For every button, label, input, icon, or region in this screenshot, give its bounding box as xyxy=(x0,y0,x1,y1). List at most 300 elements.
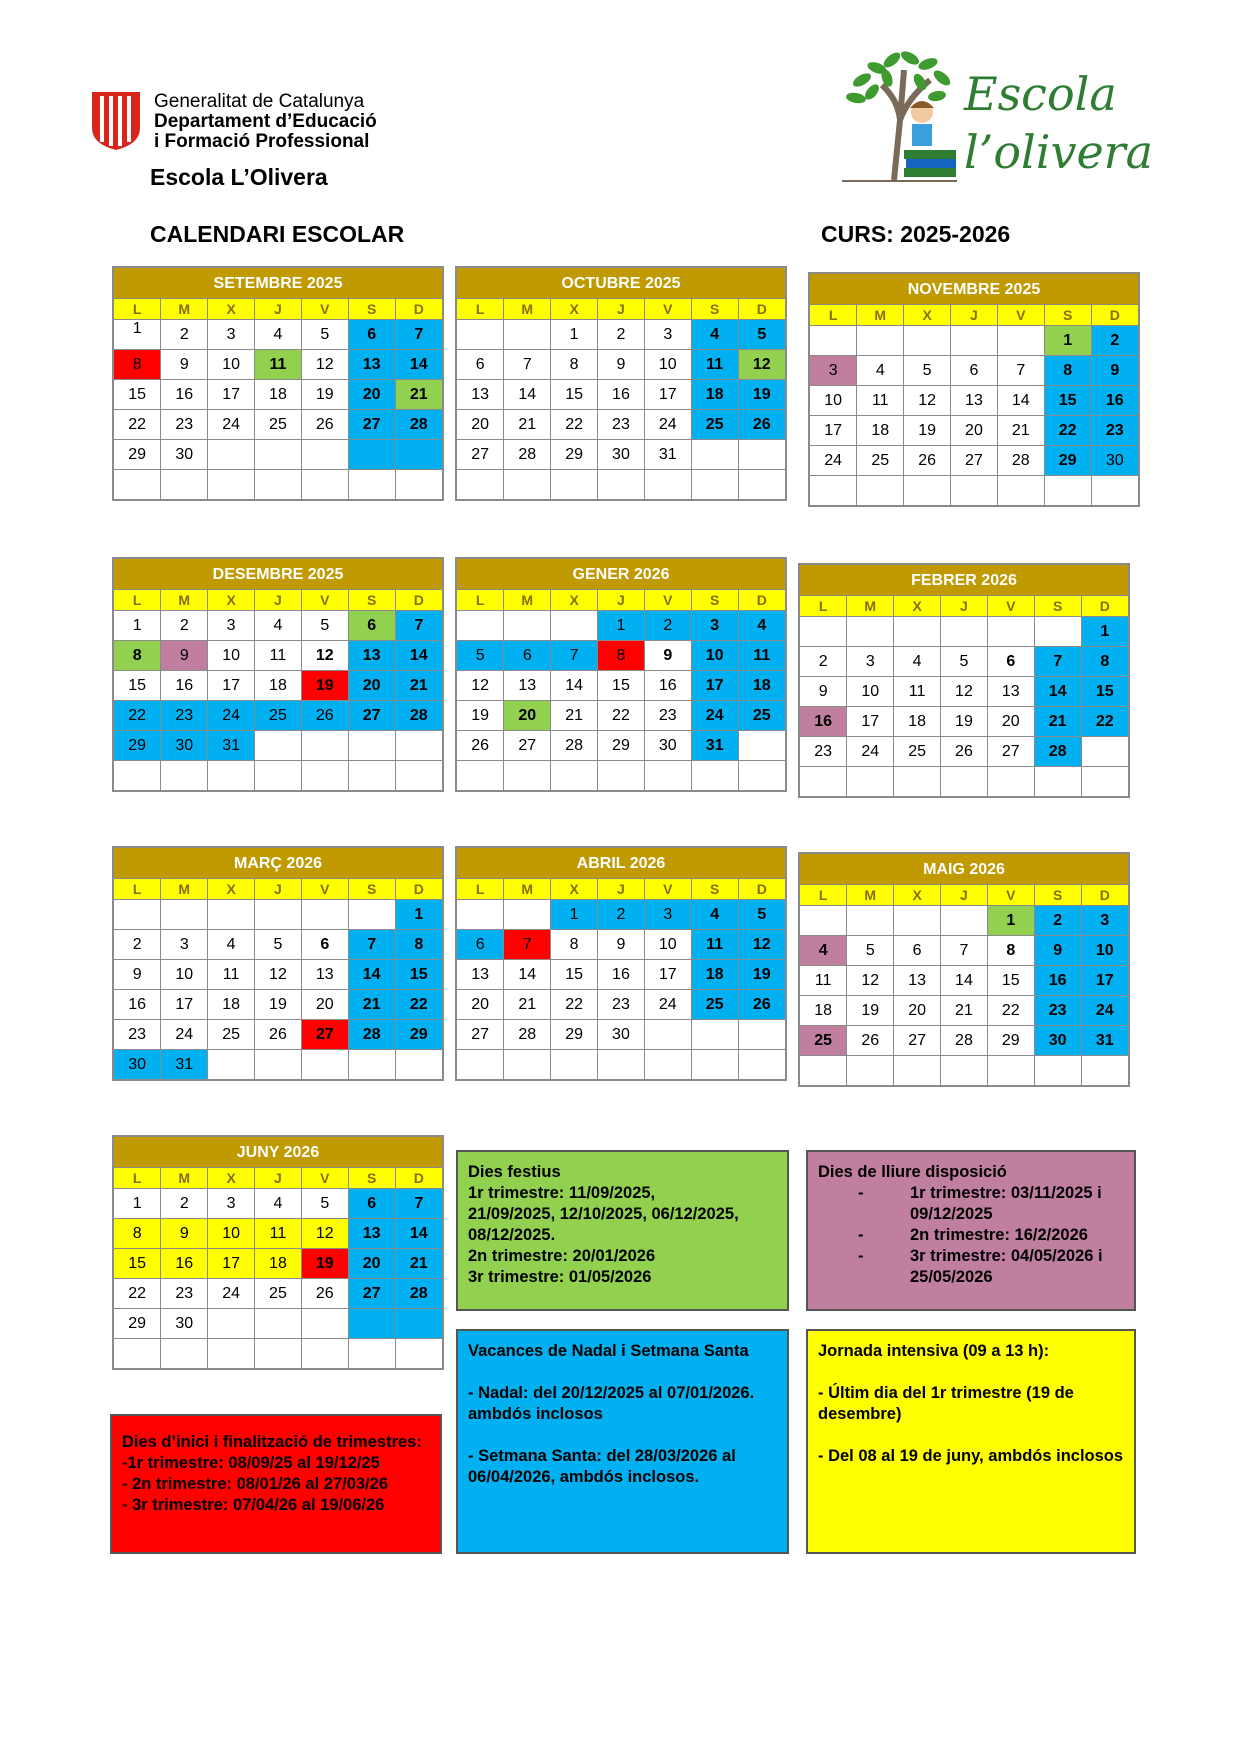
day-cell: 11 xyxy=(255,1219,302,1249)
day-cell: 3 xyxy=(810,356,857,386)
day-cell xyxy=(395,440,442,470)
weekday-header: V xyxy=(997,305,1044,326)
day-cell xyxy=(1034,767,1081,797)
day-cell xyxy=(457,320,504,350)
day-cell: 14 xyxy=(395,1219,442,1249)
day-cell: 1 xyxy=(987,906,1034,936)
month-grid xyxy=(800,596,1128,796)
day-cell: 9 xyxy=(161,1219,208,1249)
day-cell: 18 xyxy=(857,416,904,446)
day-cell xyxy=(847,1056,894,1086)
weekday-header: V xyxy=(301,299,348,320)
day-cell xyxy=(941,906,988,936)
day-cell: 17 xyxy=(161,990,208,1020)
day-cell: 25 xyxy=(208,1020,255,1050)
day-cell: 8 xyxy=(598,641,645,671)
day-cell: 4 xyxy=(691,320,738,350)
day-cell xyxy=(904,476,951,506)
day-cell xyxy=(644,1050,691,1080)
day-cell xyxy=(847,906,894,936)
day-cell xyxy=(551,470,598,500)
weekday-header: J xyxy=(598,299,645,320)
day-cell: 30 xyxy=(161,1309,208,1339)
weekday-header: M xyxy=(504,879,551,900)
day-cell: 22 xyxy=(1081,707,1128,737)
day-cell: 20 xyxy=(457,410,504,440)
weekday-header: S xyxy=(691,879,738,900)
day-cell: 29 xyxy=(395,1020,442,1050)
day-cell xyxy=(255,1050,302,1080)
day-cell xyxy=(348,1339,395,1369)
day-cell: 13 xyxy=(457,380,504,410)
day-cell: 2 xyxy=(114,930,161,960)
day-cell xyxy=(691,440,738,470)
day-cell: 8 xyxy=(395,930,442,960)
day-cell: 21 xyxy=(941,996,988,1026)
day-cell: 8 xyxy=(987,936,1034,966)
month-grid xyxy=(114,879,442,1079)
day-cell: 29 xyxy=(114,1309,161,1339)
day-cell: 25 xyxy=(894,737,941,767)
day-cell: 6 xyxy=(504,641,551,671)
day-cell xyxy=(395,1309,442,1339)
day-cell: 2 xyxy=(161,320,208,350)
day-cell: 13 xyxy=(301,960,348,990)
day-cell xyxy=(348,440,395,470)
day-cell xyxy=(504,470,551,500)
day-cell xyxy=(457,470,504,500)
day-cell: 14 xyxy=(997,386,1044,416)
weekday-header: S xyxy=(691,590,738,611)
month-calendar-setembre xyxy=(112,266,444,501)
day-cell: 4 xyxy=(255,611,302,641)
day-cell xyxy=(208,470,255,500)
day-cell: 27 xyxy=(301,1020,348,1050)
day-cell xyxy=(1081,737,1128,767)
day-cell xyxy=(114,1339,161,1369)
day-cell: 11 xyxy=(800,966,847,996)
gencat-emblem-icon xyxy=(90,92,142,150)
day-cell: 11 xyxy=(255,350,302,380)
day-cell: 27 xyxy=(348,701,395,731)
day-cell: 21 xyxy=(395,380,442,410)
day-cell xyxy=(395,470,442,500)
day-cell: 5 xyxy=(847,936,894,966)
day-cell xyxy=(691,470,738,500)
month-grid xyxy=(810,305,1138,505)
day-cell: 4 xyxy=(857,356,904,386)
day-cell: 19 xyxy=(255,990,302,1020)
day-cell: 14 xyxy=(551,671,598,701)
day-cell: 2 xyxy=(1091,326,1138,356)
logo-text-2: l’olivera xyxy=(964,125,1154,179)
day-cell xyxy=(161,470,208,500)
day-cell xyxy=(348,731,395,761)
day-cell: 24 xyxy=(691,701,738,731)
day-cell: 7 xyxy=(551,641,598,671)
day-cell xyxy=(1044,476,1091,506)
day-cell xyxy=(847,767,894,797)
day-cell: 29 xyxy=(114,440,161,470)
weekday-header: D xyxy=(1091,305,1138,326)
day-cell: 1 xyxy=(1081,617,1128,647)
day-cell: 7 xyxy=(997,356,1044,386)
day-cell: 26 xyxy=(301,701,348,731)
day-cell xyxy=(301,900,348,930)
day-cell: 6 xyxy=(301,930,348,960)
day-cell: 29 xyxy=(551,1020,598,1050)
month-title: FEBRER 2026 xyxy=(800,565,1128,596)
day-cell: 21 xyxy=(504,990,551,1020)
day-cell: 14 xyxy=(504,960,551,990)
day-cell: 2 xyxy=(598,900,645,930)
weekday-header: X xyxy=(551,299,598,320)
day-cell xyxy=(114,900,161,930)
day-cell: 24 xyxy=(810,446,857,476)
day-cell: 12 xyxy=(738,350,785,380)
day-cell: 5 xyxy=(301,1189,348,1219)
day-cell: 21 xyxy=(395,1249,442,1279)
logo-text-1: Escola xyxy=(964,67,1117,121)
day-cell xyxy=(1091,476,1138,506)
month-calendar-novembre xyxy=(808,272,1140,507)
day-cell: 19 xyxy=(738,380,785,410)
weekday-header: X xyxy=(894,596,941,617)
weekday-header: V xyxy=(987,596,1034,617)
day-cell: 25 xyxy=(255,1279,302,1309)
day-cell: 12 xyxy=(301,350,348,380)
day-cell: 16 xyxy=(161,380,208,410)
day-cell: 3 xyxy=(847,647,894,677)
day-cell: 7 xyxy=(941,936,988,966)
day-cell: 24 xyxy=(644,990,691,1020)
weekday-header: J xyxy=(951,305,998,326)
day-cell: 6 xyxy=(951,356,998,386)
gov-name: Generalitat de Catalunya xyxy=(154,91,365,112)
day-cell xyxy=(598,1050,645,1080)
day-cell: 8 xyxy=(551,930,598,960)
weekday-header: D xyxy=(738,590,785,611)
day-cell: 20 xyxy=(348,1249,395,1279)
day-cell xyxy=(208,1309,255,1339)
day-cell: 28 xyxy=(395,701,442,731)
day-cell xyxy=(208,900,255,930)
day-cell: 25 xyxy=(738,701,785,731)
day-cell: 25 xyxy=(255,701,302,731)
day-cell: 6 xyxy=(348,320,395,350)
day-cell xyxy=(691,1050,738,1080)
day-cell: 11 xyxy=(738,641,785,671)
day-cell: 5 xyxy=(301,611,348,641)
day-cell: 15 xyxy=(114,380,161,410)
day-cell: 31 xyxy=(644,440,691,470)
day-cell: 29 xyxy=(987,1026,1034,1056)
day-cell xyxy=(208,1050,255,1080)
weekday-header: S xyxy=(348,590,395,611)
month-title: NOVEMBRE 2025 xyxy=(810,274,1138,305)
day-cell: 4 xyxy=(208,930,255,960)
weekday-header: X xyxy=(208,1168,255,1189)
day-cell: 16 xyxy=(114,990,161,1020)
page-title: CALENDARI ESCOLAR xyxy=(150,221,405,247)
weekday-header: S xyxy=(1034,596,1081,617)
day-cell: 10 xyxy=(208,641,255,671)
weekday-header: X xyxy=(894,885,941,906)
day-cell: 18 xyxy=(208,990,255,1020)
day-cell xyxy=(904,326,951,356)
day-cell xyxy=(738,470,785,500)
day-cell xyxy=(348,1309,395,1339)
day-cell: 4 xyxy=(800,936,847,966)
month-calendar-juny xyxy=(112,1135,444,1370)
day-cell: 16 xyxy=(644,671,691,701)
day-cell: 9 xyxy=(800,677,847,707)
day-cell: 24 xyxy=(208,701,255,731)
day-cell: 17 xyxy=(847,707,894,737)
legend-vacations: Vacances de Nadal i Setmana Santa - Nadal: del 20/12/2025 al 07/01/2026. ambdós inclosos - Setmana Santa: del 28/03/2026 al 06/04/2026, ambdós inclosos. xyxy=(456,1329,789,1554)
month-grid xyxy=(114,1168,442,1368)
day-cell: 6 xyxy=(987,647,1034,677)
weekday-header: S xyxy=(691,299,738,320)
day-cell: 1 xyxy=(395,900,442,930)
weekday-header: V xyxy=(644,879,691,900)
day-cell xyxy=(800,906,847,936)
weekday-header: D xyxy=(395,590,442,611)
weekday-header: S xyxy=(348,1168,395,1189)
day-cell: 9 xyxy=(161,350,208,380)
day-cell xyxy=(301,1050,348,1080)
month-calendar-octubre xyxy=(455,266,787,501)
day-cell: 8 xyxy=(114,641,161,671)
day-cell: 31 xyxy=(691,731,738,761)
day-cell xyxy=(894,906,941,936)
day-cell: 12 xyxy=(255,960,302,990)
day-cell xyxy=(691,1020,738,1050)
day-cell: 27 xyxy=(457,440,504,470)
day-cell: 10 xyxy=(810,386,857,416)
day-cell: 17 xyxy=(208,380,255,410)
day-cell: 30 xyxy=(161,440,208,470)
day-cell xyxy=(504,1050,551,1080)
legend-title: Dies festius xyxy=(468,1163,561,1181)
day-cell: 20 xyxy=(894,996,941,1026)
day-cell: 15 xyxy=(1044,386,1091,416)
day-cell xyxy=(810,476,857,506)
day-cell: 28 xyxy=(997,446,1044,476)
day-cell: 13 xyxy=(987,677,1034,707)
day-cell: 6 xyxy=(457,350,504,380)
day-cell: 7 xyxy=(1034,647,1081,677)
day-cell xyxy=(348,1050,395,1080)
day-cell xyxy=(395,761,442,791)
day-cell xyxy=(457,611,504,641)
day-cell: 27 xyxy=(348,1279,395,1309)
day-cell: 2 xyxy=(161,611,208,641)
day-cell: 18 xyxy=(255,1249,302,1279)
day-cell: 8 xyxy=(114,1219,161,1249)
day-cell: 9 xyxy=(598,350,645,380)
weekday-header: V xyxy=(987,885,1034,906)
day-cell: 1 xyxy=(114,320,161,350)
weekday-header: D xyxy=(395,299,442,320)
day-cell: 14 xyxy=(395,641,442,671)
weekday-header: J xyxy=(255,299,302,320)
day-cell: 14 xyxy=(941,966,988,996)
day-cell: 5 xyxy=(941,647,988,677)
weekday-header: J xyxy=(255,590,302,611)
day-cell: 30 xyxy=(1034,1026,1081,1056)
day-cell: 23 xyxy=(1091,416,1138,446)
month-title: MAIG 2026 xyxy=(800,854,1128,885)
day-cell xyxy=(941,1056,988,1086)
day-cell: 10 xyxy=(1081,936,1128,966)
day-cell xyxy=(987,767,1034,797)
weekday-header: M xyxy=(504,590,551,611)
day-cell xyxy=(208,1339,255,1369)
day-cell: 7 xyxy=(504,350,551,380)
day-cell xyxy=(301,440,348,470)
day-cell: 19 xyxy=(301,1249,348,1279)
weekday-header: V xyxy=(644,590,691,611)
day-cell: 17 xyxy=(810,416,857,446)
month-title: GENER 2026 xyxy=(457,559,785,590)
weekday-header: D xyxy=(395,1168,442,1189)
day-cell: 27 xyxy=(951,446,998,476)
weekday-header: L xyxy=(114,879,161,900)
day-cell: 15 xyxy=(114,1249,161,1279)
day-cell: 14 xyxy=(395,350,442,380)
day-cell: 13 xyxy=(894,966,941,996)
day-cell: 3 xyxy=(208,1189,255,1219)
day-cell xyxy=(395,1050,442,1080)
legend-title: Dies de lliure disposició xyxy=(818,1163,1007,1181)
day-cell: 30 xyxy=(1091,446,1138,476)
day-cell xyxy=(161,761,208,791)
day-cell: 10 xyxy=(644,350,691,380)
day-cell: 23 xyxy=(161,701,208,731)
weekday-header: M xyxy=(857,305,904,326)
day-cell: 27 xyxy=(457,1020,504,1050)
day-cell: 26 xyxy=(457,731,504,761)
day-cell xyxy=(161,900,208,930)
day-cell: 12 xyxy=(904,386,951,416)
day-cell: 30 xyxy=(598,1020,645,1050)
day-cell: 16 xyxy=(598,960,645,990)
day-cell: 22 xyxy=(987,996,1034,1026)
day-cell: 26 xyxy=(941,737,988,767)
weekday-header: D xyxy=(738,879,785,900)
weekday-header: M xyxy=(161,299,208,320)
legend-title: Jornada intensiva (09 a 13 h): xyxy=(818,1342,1050,1360)
day-cell xyxy=(395,1339,442,1369)
legend-intensive-schedule: Jornada intensiva (09 a 13 h): - Últim dia del 1r trimestre (19 de desembre) - Del 08 al 19 de juny, ambdós inclosos xyxy=(806,1329,1136,1554)
day-cell: 7 xyxy=(395,611,442,641)
day-cell: 18 xyxy=(691,960,738,990)
day-cell: 8 xyxy=(551,350,598,380)
day-cell: 28 xyxy=(504,440,551,470)
day-cell: 5 xyxy=(457,641,504,671)
day-cell: 2 xyxy=(644,611,691,641)
day-cell: 26 xyxy=(255,1020,302,1050)
day-cell: 21 xyxy=(997,416,1044,446)
course-label: CURS: 2025-2026 xyxy=(821,221,1011,247)
day-cell xyxy=(598,761,645,791)
day-cell xyxy=(810,326,857,356)
day-cell: 13 xyxy=(504,671,551,701)
day-cell: 8 xyxy=(1044,356,1091,386)
day-cell: 6 xyxy=(894,936,941,966)
day-cell: 24 xyxy=(208,410,255,440)
day-cell xyxy=(551,1050,598,1080)
day-cell: 2 xyxy=(800,647,847,677)
day-cell: 7 xyxy=(395,320,442,350)
day-cell: 20 xyxy=(951,416,998,446)
day-cell: 18 xyxy=(255,671,302,701)
department-name: Departament d’Educació xyxy=(154,111,377,132)
day-cell: 25 xyxy=(800,1026,847,1056)
day-cell xyxy=(114,470,161,500)
day-cell: 29 xyxy=(1044,446,1091,476)
day-cell xyxy=(644,761,691,791)
day-cell: 11 xyxy=(691,930,738,960)
day-cell: 13 xyxy=(348,1219,395,1249)
day-cell: 22 xyxy=(551,990,598,1020)
day-cell: 29 xyxy=(551,440,598,470)
day-cell: 29 xyxy=(114,731,161,761)
day-cell: 28 xyxy=(395,410,442,440)
day-cell: 26 xyxy=(904,446,951,476)
day-cell xyxy=(255,900,302,930)
weekday-header: M xyxy=(161,879,208,900)
day-cell: 23 xyxy=(644,701,691,731)
weekday-header: X xyxy=(551,590,598,611)
day-cell xyxy=(738,761,785,791)
day-cell: 12 xyxy=(301,1219,348,1249)
day-cell: 24 xyxy=(1081,996,1128,1026)
day-cell: 16 xyxy=(800,707,847,737)
month-calendar-gener xyxy=(455,557,787,792)
day-cell xyxy=(941,767,988,797)
day-cell: 13 xyxy=(348,641,395,671)
day-cell: 19 xyxy=(301,380,348,410)
day-cell: 12 xyxy=(301,641,348,671)
day-cell: 24 xyxy=(644,410,691,440)
day-cell xyxy=(1081,767,1128,797)
day-cell: 2 xyxy=(161,1189,208,1219)
legend-holidays: Dies festius 1r trimestre: 11/09/2025, 21/09/2025, 12/10/2025, 06/12/2025, 08/12/2025. 2n trimestre: 20/01/2026 3r trimestre: 01/05/2026 xyxy=(456,1150,789,1311)
weekday-header: S xyxy=(348,879,395,900)
day-cell: 15 xyxy=(114,671,161,701)
day-cell: 26 xyxy=(738,410,785,440)
day-cell: 10 xyxy=(847,677,894,707)
day-cell xyxy=(551,761,598,791)
weekday-header: V xyxy=(301,879,348,900)
day-cell: 1 xyxy=(114,1189,161,1219)
weekday-header: X xyxy=(904,305,951,326)
day-cell: 28 xyxy=(1034,737,1081,767)
day-cell xyxy=(941,617,988,647)
day-cell: 23 xyxy=(1034,996,1081,1026)
day-cell xyxy=(644,1020,691,1050)
day-cell: 6 xyxy=(457,930,504,960)
day-cell: 28 xyxy=(395,1279,442,1309)
day-cell: 11 xyxy=(857,386,904,416)
day-cell xyxy=(301,1339,348,1369)
day-cell xyxy=(738,440,785,470)
day-cell: 10 xyxy=(161,960,208,990)
day-cell: 7 xyxy=(504,930,551,960)
day-cell: 22 xyxy=(395,990,442,1020)
